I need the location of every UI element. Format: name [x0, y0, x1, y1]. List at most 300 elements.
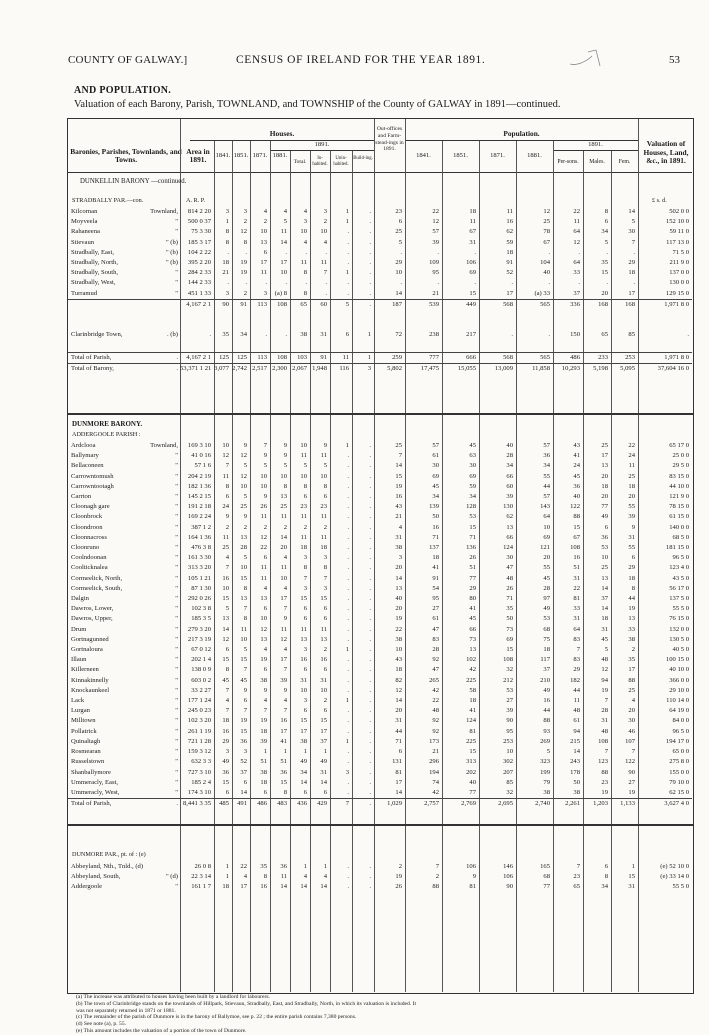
- houses-building-cell: .: [369, 452, 371, 460]
- table-row: [68, 533, 692, 543]
- males-header: Males.: [589, 159, 605, 165]
- pop-1851-cell: 81: [469, 727, 476, 735]
- pop-1851-cell: 63: [469, 452, 476, 460]
- houses-inhabited-cell: 31: [320, 768, 327, 776]
- pop-1841-cell: 71: [432, 533, 439, 541]
- pop-1871-cell: 62: [506, 513, 513, 521]
- pop-1851-cell: 41: [469, 605, 476, 613]
- pop-1841-cell: 17,475: [405, 364, 442, 375]
- place-name: Kinnakinnelly: [71, 676, 109, 684]
- pop-1841-cell: 74: [432, 778, 439, 786]
- place-name: Ummeracly, West,: [71, 788, 120, 796]
- houses-1851-cell: 5: [243, 646, 247, 654]
- males-cell: 34: [601, 883, 608, 891]
- houses-1881-cell: .: [285, 331, 287, 338]
- males-cell: 6: [604, 863, 608, 870]
- houses-building-cell: .: [369, 646, 371, 654]
- females-cell: 14: [628, 208, 635, 215]
- valuation-cell: 502 0 0: [669, 208, 689, 215]
- pop-1851-cell: 13: [469, 646, 476, 654]
- houses-total-cell: 6: [303, 615, 307, 623]
- houses-1841-cell: .: [227, 279, 229, 287]
- houses-1851-cell: 13: [240, 533, 247, 541]
- houses-building-cell: .: [369, 544, 371, 552]
- houses-building-cell: .: [369, 248, 371, 256]
- houses-1881-cell: 108: [270, 299, 290, 310]
- houses-1881-cell: 11: [280, 228, 287, 236]
- area-cell: 185 3 17: [187, 238, 211, 246]
- pop-1871-cell: 95: [506, 727, 513, 735]
- males-cell: 28: [601, 707, 608, 715]
- footnote-d: (d) See note (a), p. 55.: [76, 1021, 127, 1028]
- males-cell: 168: [583, 299, 611, 310]
- persons-header: Per-sons.: [557, 159, 579, 165]
- pop-1851-cell: 124: [466, 717, 476, 725]
- area-cell: 292 0 26: [187, 595, 211, 603]
- houses-1841-cell: 485: [214, 799, 232, 810]
- pop-1871-cell: 90: [506, 883, 513, 891]
- pop-1841-cell: 88: [432, 883, 439, 891]
- houses-1851-cell: 12: [240, 452, 247, 460]
- pop-1871-cell: 32: [506, 788, 513, 796]
- persons-cell: 122: [570, 503, 580, 511]
- pop-1881-cell: 45: [543, 574, 550, 582]
- houses-inhabited-cell: 429: [310, 799, 330, 810]
- houses-1851-cell: 10: [240, 482, 247, 490]
- place-name: Ardclooa: [71, 442, 96, 449]
- houses-uninhabited-cell: 11: [330, 353, 352, 364]
- place-name-cell: [68, 523, 180, 533]
- houses-uninhabited-cell: .: [347, 615, 349, 623]
- houses-inhabited-cell: 3: [323, 554, 327, 562]
- females-cell: 1: [631, 863, 635, 870]
- area-cell: 105 1 21: [187, 574, 211, 582]
- pop-1841-cell: 95: [432, 595, 439, 603]
- males-cell: 18: [601, 482, 608, 490]
- houses-1841-cell: 4: [225, 554, 229, 562]
- houses-1841-cell: 13: [222, 615, 229, 623]
- pop-1841-cell: 92: [432, 717, 439, 725]
- table-row: [68, 523, 692, 533]
- valuation-cell: 68 5 0: [672, 533, 689, 541]
- houses-inhabited-cell: 8: [323, 482, 327, 490]
- area-cell: 395 2 20: [187, 259, 211, 267]
- houses-1871-cell: 8: [263, 873, 267, 881]
- pop-1871-cell: 28: [506, 452, 513, 460]
- pop-1841-cell: 69: [432, 472, 439, 480]
- pop-1841-cell: 22: [432, 697, 439, 705]
- houses-inhabited-cell: 6: [323, 707, 327, 715]
- houses-1871-cell: 5: [263, 462, 267, 470]
- pop-1841-cell: 539: [405, 299, 442, 310]
- houses-1841-cell: 1: [225, 863, 229, 870]
- place-name-cell: [68, 563, 180, 573]
- out-offices-cell: 21: [395, 513, 402, 521]
- females-cell: 35: [628, 656, 635, 664]
- females-cell: 7: [631, 748, 635, 756]
- place-name: Stradbally, South,: [71, 269, 119, 277]
- houses-1871-cell: 22: [260, 544, 267, 552]
- area-cell: 500 0 37: [187, 218, 211, 226]
- addergoole-parish-label: ADDERGOOLE PARISH :: [72, 431, 141, 438]
- place-name-cell: [68, 451, 180, 461]
- out-offices-cell: 131: [392, 758, 402, 766]
- pop-1881-cell: 53: [543, 615, 550, 623]
- pop-1871-cell: 27: [506, 697, 513, 705]
- place-name-cell: [68, 472, 180, 482]
- place-name-cell: [68, 665, 180, 675]
- area-cell: 727 3 10: [187, 768, 211, 776]
- males-cell: .: [606, 248, 608, 256]
- handwritten-mark-icon: [566, 46, 614, 70]
- houses-1841-cell: 1: [225, 218, 229, 226]
- houses-1871-cell: 12: [260, 533, 267, 541]
- houses-1871-cell: 39: [260, 737, 267, 745]
- persons-cell: 336: [553, 299, 583, 310]
- pop-1851-cell: 449: [442, 299, 479, 310]
- out-offices-cell: 20: [395, 605, 402, 613]
- houses-building-cell: .: [352, 799, 374, 810]
- houses-1841-cell: 7: [225, 462, 229, 470]
- place-type: .: [176, 800, 178, 808]
- place-type: ": [175, 788, 178, 796]
- place-name: Gortnagunned: [71, 635, 109, 643]
- place-type: ": [175, 452, 178, 460]
- houses-total-cell: 10: [300, 686, 307, 694]
- area-cell: 4,167 2 1: [180, 299, 214, 310]
- houses-uninhabited-cell: .: [347, 513, 349, 521]
- pop-1881-cell: 49: [543, 686, 550, 694]
- houses-1851-cell: 8: [243, 238, 247, 246]
- houses-uninhabited-cell: .: [347, 595, 349, 603]
- females-cell: 2: [631, 646, 635, 654]
- males-cell: 77: [601, 503, 608, 511]
- pop-1871-cell: 71: [506, 595, 513, 603]
- males-cell: 31: [601, 717, 608, 725]
- houses-1851-cell: 6: [243, 697, 247, 705]
- table-row: [68, 778, 692, 788]
- males-cell: 48: [601, 656, 608, 664]
- houses-1871-cell: 12: [260, 625, 267, 633]
- out-offices-cell: 23: [395, 208, 402, 215]
- houses-total-cell: 38: [300, 331, 307, 338]
- males-cell: 7: [604, 748, 608, 756]
- houses-1841-cell: 90: [214, 299, 232, 310]
- pop-1871-cell: 34: [506, 462, 513, 470]
- out-offices-header: Out-offices and Farm-stead-ings in 1891.: [375, 126, 404, 153]
- pop-1851-cell: 11: [469, 218, 476, 226]
- pop-1851-cell: 58: [469, 686, 476, 694]
- place-type: ": [175, 513, 178, 521]
- area-cell: 191 2 18: [187, 503, 211, 511]
- pop-1841-cell: 91: [432, 574, 439, 582]
- persons-cell: 31: [573, 574, 580, 582]
- houses-1841-cell: 15: [222, 778, 229, 786]
- area-cell: 75 3 30: [191, 228, 211, 236]
- houses-inhabited-cell: 3: [323, 208, 327, 215]
- out-offices-cell: 12: [395, 686, 402, 694]
- houses-1871-cell: 4: [263, 697, 267, 705]
- area-cell: 284 2 33: [187, 269, 211, 277]
- pop-1871-cell: 47: [506, 564, 513, 572]
- out-offices-cell: 5,802: [374, 364, 405, 375]
- table-row: [68, 461, 692, 471]
- place-name: Carrton: [71, 493, 92, 501]
- section-divider: [67, 413, 694, 415]
- houses-total-cell: 11: [300, 452, 307, 460]
- females-cell: 17: [628, 666, 635, 674]
- females-cell: 33: [628, 625, 635, 633]
- houses-1871-cell: 7: [263, 707, 267, 715]
- place-type: ": [175, 523, 178, 531]
- houses-uninhabited-cell: .: [347, 248, 349, 256]
- houses-1871-cell: 9: [263, 686, 267, 694]
- houses-1881-cell: 25: [280, 503, 287, 511]
- table-row: [68, 248, 692, 258]
- houses-building-cell: .: [369, 758, 371, 766]
- persons-cell: 22: [573, 208, 580, 215]
- place-name-cell: [68, 248, 180, 258]
- houses-inhabited-cell: 2: [323, 697, 327, 705]
- pop-1841-cell: 139: [429, 503, 439, 511]
- houses-1851-cell: 37: [240, 768, 247, 776]
- valuation-cell: 29 5 0: [672, 462, 689, 470]
- persons-cell: 29: [573, 666, 580, 674]
- houses-1871-cell: .: [265, 279, 267, 287]
- houses-1841-cell: 6: [225, 493, 229, 501]
- houses-1851-cell: 8: [243, 584, 247, 592]
- out-offices-cell: 25: [395, 228, 402, 236]
- houses-1871-cell: 2: [263, 523, 267, 531]
- houses-uninhabited-cell: .: [347, 228, 349, 236]
- place-type: ": [175, 758, 178, 766]
- dunmore-barony-title: DUNMORE BARONY.: [72, 420, 143, 428]
- males-cell: 6: [604, 523, 608, 531]
- place-name: Ummeracly, East,: [71, 778, 118, 786]
- houses-uninhabited-cell: .: [347, 533, 349, 541]
- valuation-cell: 130 0 0: [669, 279, 689, 287]
- place-type: . (b): [167, 331, 178, 338]
- houses-total-cell: 2,067: [290, 364, 310, 375]
- pop-1881-cell: 165: [540, 863, 550, 870]
- pop-1871-cell: 568: [479, 299, 516, 310]
- houses-total-cell: 14: [300, 778, 307, 786]
- males-cell: 20: [601, 472, 608, 480]
- area-cell: 814 2 20: [187, 208, 211, 215]
- houses-total-cell: 8: [303, 269, 307, 277]
- houses-inhabited-cell: .: [325, 289, 327, 297]
- houses-1851-cell: 15: [240, 727, 247, 735]
- houses-total-cell: 3: [303, 584, 307, 592]
- houses-1881-cell: 11: [280, 513, 287, 521]
- houses-1851-cell: 2: [243, 523, 247, 531]
- pop-1881-cell: 18: [543, 646, 550, 654]
- houses-uninhabited-cell: .: [347, 482, 349, 490]
- pop-1851-cell: 128: [466, 503, 476, 511]
- males-cell: 10: [601, 554, 608, 562]
- houses-1881-cell: .: [285, 248, 287, 256]
- houses-uninhabited-cell: .: [347, 717, 349, 725]
- houses-building-cell: .: [369, 462, 371, 470]
- place-name: Russelstown: [71, 758, 105, 766]
- houses-total-cell: 3: [303, 646, 307, 654]
- females-cell: 13: [628, 615, 635, 623]
- table-row: [68, 788, 692, 799]
- out-offices-cell: 5: [398, 238, 402, 246]
- houses-building-cell: .: [369, 727, 371, 735]
- houses-1871-cell: 11: [260, 574, 267, 582]
- place-name: Lurgan: [71, 707, 90, 715]
- houses-1881-cell: 7: [283, 605, 287, 613]
- area-cell: 161 1 7: [191, 883, 211, 891]
- houses-1881-cell: 4: [283, 554, 287, 562]
- houses-1871-cell: 2,517: [250, 364, 270, 375]
- houses-1851-cell: 12: [240, 228, 247, 236]
- place-name: Coolndoonan: [71, 554, 107, 562]
- houses-1841-cell: 9: [225, 513, 229, 521]
- females-cell: 6: [631, 554, 635, 562]
- females-cell: 18: [628, 574, 635, 582]
- houses-1851-header: 1851.: [233, 152, 249, 159]
- pop-1871-cell: 130: [503, 503, 513, 511]
- stradbally-table: [68, 207, 692, 310]
- pop-1881-cell: 210: [540, 676, 550, 684]
- houses-1851-cell: 10: [240, 564, 247, 572]
- females-cell: 27: [628, 778, 635, 786]
- pop-1881-cell: 68: [543, 625, 550, 633]
- pop-1841-cell: 57: [432, 228, 439, 236]
- houses-inhabited-cell: 10: [320, 686, 327, 694]
- table-row: [68, 472, 692, 482]
- houses-building-cell: 3: [352, 364, 374, 375]
- table-row: [68, 278, 692, 288]
- section-divider: [67, 824, 694, 826]
- females-cell: .: [633, 248, 635, 256]
- houses-total-cell: 6: [303, 707, 307, 715]
- place-name: Quinaltagh: [71, 737, 101, 745]
- persons-cell: 83: [573, 656, 580, 664]
- houses-1871-cell: 13: [260, 238, 267, 246]
- persons-cell: 37: [573, 289, 580, 297]
- houses-building-cell: .: [369, 863, 371, 870]
- valuation-cell: 366 0 0: [669, 676, 689, 684]
- pop-1851-cell: 666: [442, 353, 479, 364]
- out-offices-cell: 31: [395, 533, 402, 541]
- place-type: ": [175, 656, 178, 664]
- persons-cell: 108: [570, 544, 580, 552]
- pop-1881-cell: 10: [543, 523, 550, 531]
- place-name: Cloonagh gare: [71, 503, 110, 511]
- houses-1851-cell: 11: [240, 625, 247, 633]
- houses-1881-cell: 11: [280, 564, 287, 572]
- footnotes: [76, 994, 688, 1035]
- pop-1851-cell: 18: [469, 697, 476, 705]
- houses-building-cell: .: [369, 269, 371, 277]
- houses-1851-cell: 14: [240, 788, 247, 796]
- houses-building-cell: .: [369, 533, 371, 541]
- pop-1881-cell: 49: [543, 605, 550, 613]
- houses-total-cell: 14: [300, 883, 307, 891]
- males-cell: 36: [601, 533, 608, 541]
- place-name-cell: [68, 737, 180, 747]
- place-name-cell: [68, 533, 180, 543]
- houses-building-cell: .: [369, 635, 371, 643]
- place-type: ": [175, 697, 178, 705]
- valuation-cell: 181 15 0: [665, 544, 689, 552]
- houses-1841-cell: 25: [222, 544, 229, 552]
- place-type: ": [175, 289, 178, 297]
- place-name: Cormeelick, South,: [71, 584, 123, 592]
- males-cell: 15: [601, 269, 608, 277]
- pop-1851-header: 1851.: [453, 152, 468, 159]
- houses-uninhabited-cell: .: [347, 259, 349, 267]
- houses-1841-cell: 15: [222, 595, 229, 603]
- houses-1851-cell: 91: [232, 299, 250, 310]
- valuation-cell: 140 0 0: [669, 523, 689, 531]
- houses-1841-cell: 5: [225, 605, 229, 613]
- pop-1841-cell: 21: [432, 748, 439, 756]
- pop-1871-cell: 73: [506, 625, 513, 633]
- pop-1871-cell: 90: [506, 717, 513, 725]
- pop-1851-cell: 136: [466, 544, 476, 552]
- pop-1881-cell: 55: [543, 472, 550, 480]
- pop-1871-cell: 60: [506, 482, 513, 490]
- table-row: [68, 268, 692, 278]
- males-cell: 17: [601, 452, 608, 460]
- valuation-cell: 152 10 0: [665, 218, 689, 226]
- place-name: Carrowntootagh: [71, 482, 114, 490]
- table-row: [68, 768, 692, 778]
- persons-cell: 40: [573, 493, 580, 501]
- pop-1881-cell: 75: [543, 635, 550, 643]
- pop-1841-header: 1841.: [416, 152, 431, 159]
- houses-1881-cell: 7: [283, 707, 287, 715]
- houses-inhabited-cell: 2: [323, 646, 327, 654]
- table-row: [68, 492, 692, 502]
- pop-1881-cell: 104: [540, 259, 550, 267]
- houses-total-cell: 436: [290, 799, 310, 810]
- males-cell: 5,198: [583, 364, 611, 375]
- census-title: CENSUS OF IRELAND FOR THE YEAR 1891.: [236, 54, 486, 66]
- houses-inhabited-cell: 13: [320, 635, 327, 643]
- area-cell: 313 3 20: [187, 564, 211, 572]
- houses-uninhabited-cell: .: [347, 666, 349, 674]
- place-name: Illaun: [71, 656, 87, 664]
- place-name-cell: [68, 584, 180, 594]
- section-title: AND POPULATION.: [74, 85, 172, 96]
- out-offices-cell: 14: [395, 289, 402, 297]
- houses-total-cell: 4: [303, 208, 307, 215]
- footnote-e: (e) This amount includes the valuation of a portion of the town of Dunmore.: [76, 1027, 247, 1034]
- place-name: Dawros, Lower,: [71, 605, 114, 613]
- valuation-cell: (e) 52 10 0: [660, 863, 689, 870]
- houses-building-cell: .: [369, 218, 371, 226]
- males-cell: 65: [601, 331, 608, 338]
- out-offices-cell: 16: [395, 493, 402, 501]
- persons-cell: 64: [573, 625, 580, 633]
- houses-building-cell: .: [369, 697, 371, 705]
- pop-1881-cell: 117: [540, 656, 550, 664]
- place-name-cell: [68, 645, 180, 655]
- females-cell: 168: [611, 299, 638, 310]
- pop-1841-cell: 12: [432, 218, 439, 226]
- houses-1871-cell: 35: [260, 863, 267, 870]
- females-cell: 30: [628, 717, 635, 725]
- houses-inhabited-cell: 14: [320, 883, 327, 891]
- houses-1891-rule: [270, 150, 374, 151]
- table-row: [68, 757, 692, 767]
- houses-total-cell: 4: [303, 238, 307, 246]
